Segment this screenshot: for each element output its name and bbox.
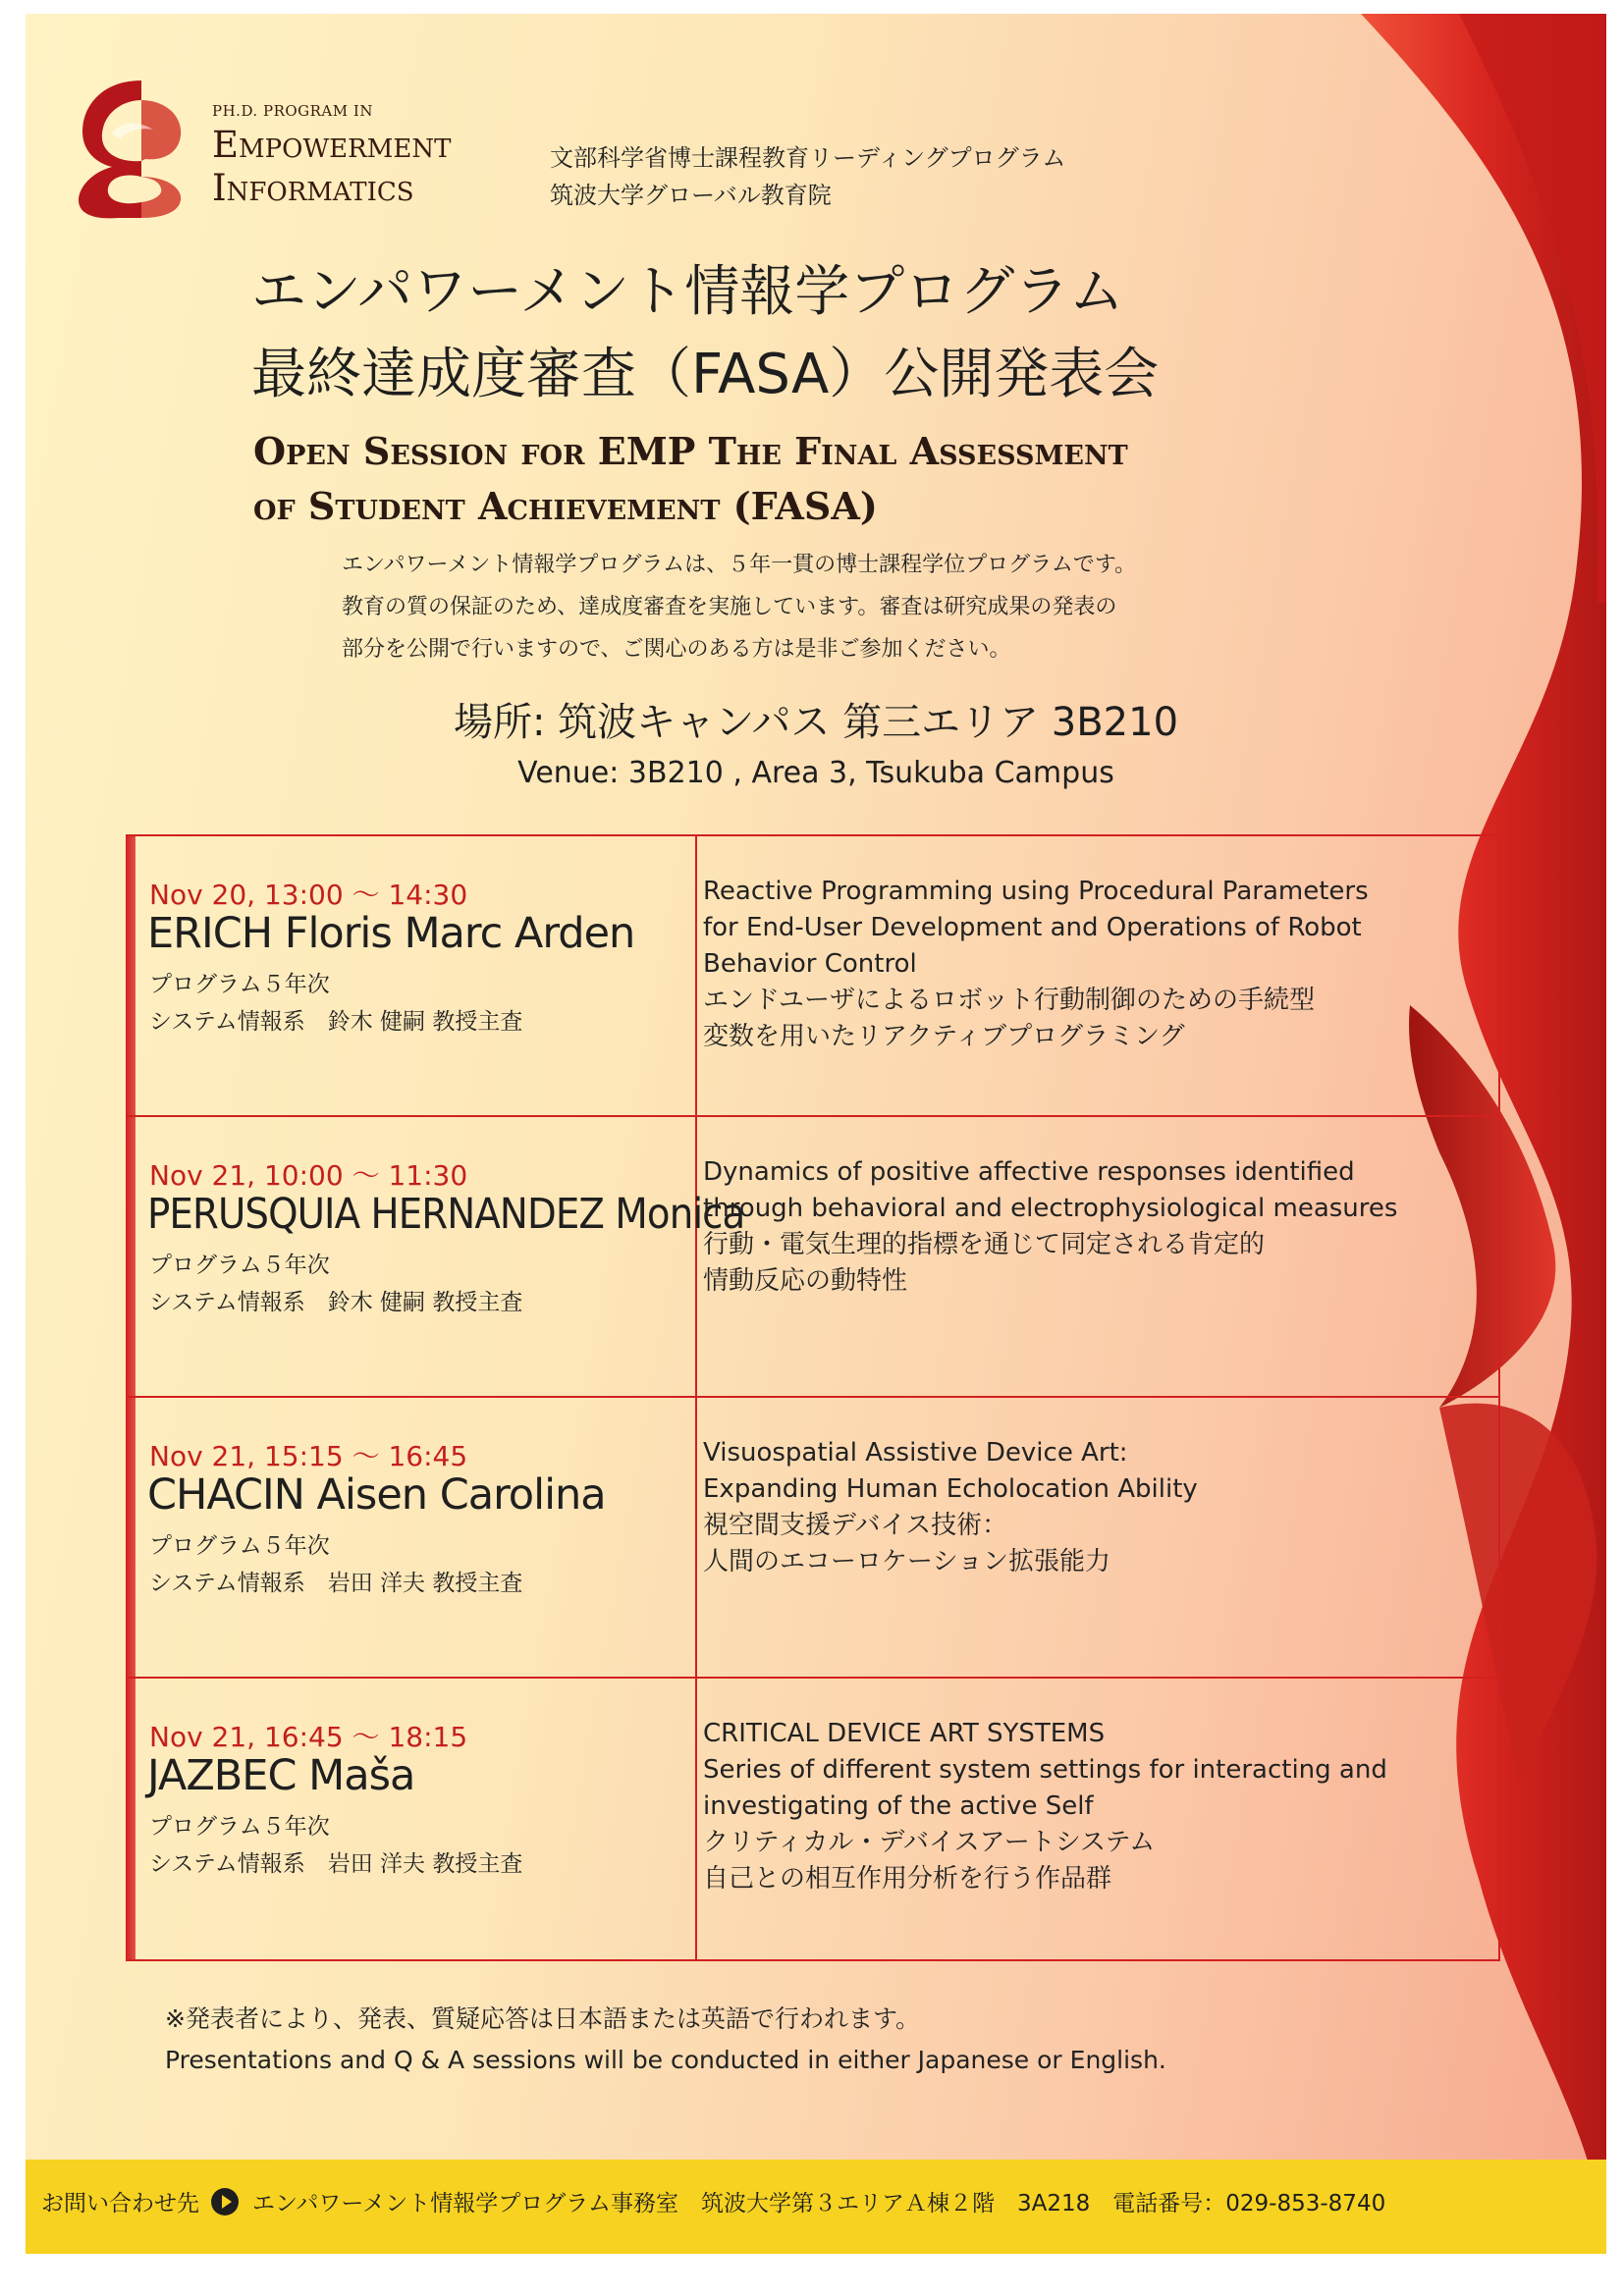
presenter-year: プログラム５年次	[149, 972, 330, 997]
schedule-row	[126, 1677, 1500, 1957]
program-subtitle: PH.D. PROGRAM IN	[212, 102, 373, 120]
empowerment-logo	[73, 75, 198, 222]
thesis-title	[703, 1435, 1489, 1580]
thesis-title-line: Behavior Control	[703, 949, 917, 979]
schedule-row	[126, 834, 1500, 1115]
presenter-name: PERUSQUIA HERNANDEZ Monica	[147, 1190, 745, 1239]
program-name-line2: Informatics	[212, 167, 414, 209]
contact-footer	[26, 2160, 1606, 2254]
thesis-title-line: Reactive Programming using Procedural Parameters	[703, 877, 1369, 906]
program-name-line1: Empowerment	[212, 124, 452, 166]
thesis-title-line: エンドユーザによるロボット行動制御のための手続型	[703, 986, 1315, 1015]
presenter-supervisor: システム情報系 鈴木 健嗣 教授主査	[149, 1009, 523, 1035]
thesis-title-line: investigating of the active Self	[703, 1791, 1094, 1821]
thesis-title-line: 自己との相互作用分析を行う作品群	[703, 1864, 1112, 1894]
play-arrow-icon	[211, 2188, 239, 2216]
poster	[26, 14, 1606, 2254]
en-title-line1: Open Session for EMP The Final Assessment	[253, 429, 1128, 473]
presenter-name: CHACIN Aisen Carolina	[147, 1470, 606, 1520]
thesis-title-line: through behavioral and electrophysiological measures	[703, 1194, 1398, 1223]
presenter-supervisor: システム情報系 鈴木 健嗣 教授主査	[149, 1290, 523, 1315]
presenter-supervisor: システム情報系 岩田 洋夫 教授主査	[149, 1851, 523, 1877]
presenter-name: JAZBEC Maša	[147, 1751, 415, 1800]
thesis-title-line: 視空間支援デバイス技術：	[703, 1511, 1008, 1540]
presenter-supervisor: システム情報系 岩田 洋夫 教授主査	[149, 1571, 523, 1596]
jp-title-line2: 最終達成度審査（FASA）公開発表会	[251, 343, 1160, 406]
contact-text: エンパワーメント情報学プログラム事務室 筑波大学第３エリアＡ棟２階 3A218 電話番号：029-853-8740	[252, 2191, 1386, 2216]
presenter-year: プログラム５年次	[149, 1814, 330, 1840]
session-time: Nov 21, 16:45 ～ 18:15	[149, 1721, 468, 1753]
thesis-title	[703, 874, 1489, 1055]
presenter-name: ERICH Floris Marc Arden	[147, 909, 635, 958]
jp-org-line2: 筑波大学グローバル教育院	[550, 182, 832, 209]
program-name	[212, 124, 451, 210]
thesis-title-line: クリティカル・デバイスアートシステム	[703, 1828, 1156, 1857]
thesis-title-line: for End-User Development and Operations of Robot	[703, 913, 1362, 942]
contact-label: お問い合わせ先	[41, 2191, 199, 2216]
thesis-title-line: 変数を用いたリアクティブプログラミング	[703, 1022, 1185, 1051]
jp-organization	[550, 139, 1065, 214]
table-bottom-border	[126, 1959, 1500, 1961]
jp-org-line1: 文部科学省博士課程教育リーディングプログラム	[550, 144, 1066, 172]
intro-line: 部分を公開で行いますので、ご関心のある方は是非ご参加ください。	[342, 637, 1011, 662]
thesis-title-line: Expanding Human Echolocation Ability	[703, 1474, 1198, 1504]
en-title	[253, 424, 1128, 534]
thesis-title-line: 情動反応の動特性	[703, 1266, 908, 1296]
presenter-year: プログラム５年次	[149, 1533, 330, 1559]
thesis-title-line: 人間のエコーロケーション拡張能力	[703, 1547, 1110, 1576]
jp-title-line1: エンパワーメント情報学プログラム	[251, 260, 1124, 324]
jp-title	[251, 251, 1159, 416]
note-jp: ※発表者により、発表、質疑応答は日本語または英語で行われます。	[165, 2004, 920, 2033]
thesis-title	[703, 1154, 1489, 1300]
contact-info	[41, 2185, 1385, 2217]
venue-en: Venue: 3B210 , Area 3, Tsukuba Campus	[517, 756, 1114, 790]
thesis-title-line: CRITICAL DEVICE ART SYSTEMS	[703, 1719, 1106, 1748]
language-notes	[165, 1999, 1166, 2081]
session-time: Nov 21, 10:00 ～ 11:30	[149, 1159, 468, 1192]
venue-jp: 場所: 筑波キャンパス 第三エリア 3B210	[453, 700, 1179, 745]
thesis-title	[703, 1716, 1489, 1897]
session-time: Nov 20, 13:00 ～ 14:30	[149, 879, 468, 911]
intro-line: エンパワーメント情報学プログラムは、５年一貫の博士課程学位プログラムです。	[342, 553, 1137, 577]
intro-paragraph	[342, 544, 1136, 670]
thesis-title-line: 行動・電気生理的指標を通じて同定される肯定的	[703, 1230, 1266, 1259]
thesis-title-line: Visuospatial Assistive Device Art:	[703, 1438, 1128, 1468]
thesis-title-line: Series of different system settings for interacting and	[703, 1755, 1387, 1785]
schedule-row	[126, 1115, 1500, 1396]
session-time: Nov 21, 15:15 ～ 16:45	[149, 1440, 468, 1472]
note-en: Presentations and Q & A sessions will be conducted in either Japanese or English.	[165, 2046, 1166, 2074]
schedule-row	[126, 1396, 1500, 1677]
thesis-title-line: Dynamics of positive affective responses identified	[703, 1157, 1355, 1187]
presenter-year: プログラム５年次	[149, 1253, 330, 1278]
intro-line: 教育の質の保証のため、達成度審査を実施しています。審査は研究成果の発表の	[342, 595, 1117, 619]
en-title-line2: of Student Achievement (FASA)	[253, 484, 878, 528]
